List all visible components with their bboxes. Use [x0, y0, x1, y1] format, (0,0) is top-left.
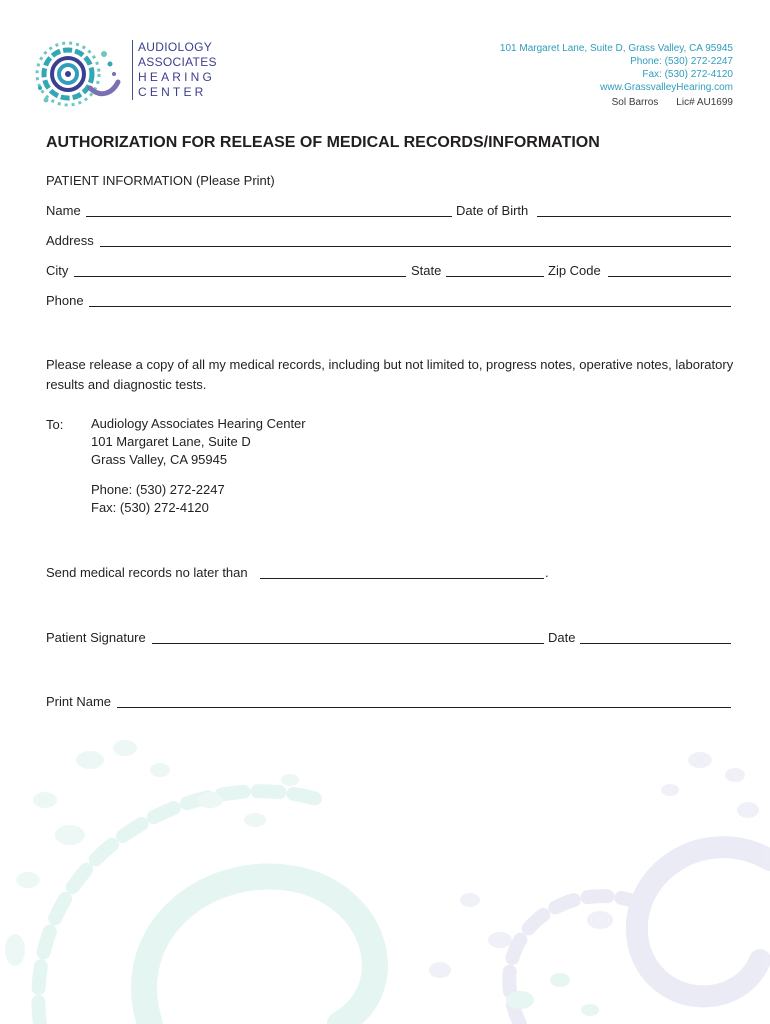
deadline-label: Send medical records no later than — [46, 565, 248, 580]
date-label: Date — [548, 630, 576, 645]
deadline-period: . — [545, 565, 549, 580]
phone-label: Phone — [46, 293, 84, 308]
recipient-phone: Phone: (530) 272-2247 — [91, 482, 225, 497]
signature-field-line[interactable] — [152, 643, 544, 644]
recipient-contact — [91, 481, 225, 517]
phone-field-line[interactable] — [89, 306, 731, 307]
logo-line-1: AUDIOLOGY — [138, 40, 213, 54]
release-statement: Please release a copy of all my medical records, including but not limited to, progress notes, operative notes, laboratory results and diagnostic tests. — [46, 357, 734, 392]
print-name-label: Print Name — [46, 694, 112, 709]
address-label: Address — [46, 233, 94, 248]
signature-label: Patient Signature — [46, 630, 146, 645]
logo-line-2: ASSOCIATES — [138, 55, 217, 69]
recipient-city: Grass Valley, CA 95945 — [91, 452, 228, 467]
contact-fax: Fax: (530) 272-4120 — [642, 69, 733, 80]
contact-meta — [500, 96, 733, 109]
print-name-field-line[interactable] — [117, 707, 731, 708]
recipient-address — [91, 415, 306, 469]
contact-website[interactable]: www.GrassvalleyHearing.com — [600, 82, 733, 93]
form-title: AUTHORIZATION FOR RELEASE OF MEDICAL RECORDS/INFORMATION — [46, 134, 600, 151]
logo-line-3: HEARING — [138, 70, 216, 84]
zip-label: Zip Code — [548, 263, 601, 278]
deadline-field-line[interactable] — [260, 578, 544, 579]
contact-address: 101 Margaret Lane, Suite D, Grass Valley, CA 95945 — [499, 43, 733, 54]
recipient-street: 101 Margaret Lane, Suite D — [91, 434, 251, 449]
dob-field-line[interactable] — [537, 216, 731, 217]
logo-line-4: CENTER — [138, 85, 207, 99]
recipient-fax: Fax: (530) 272-4120 — [91, 500, 209, 515]
dob-label: Date of Birth — [456, 203, 529, 218]
contact-block — [500, 42, 733, 109]
name-label: Name — [46, 203, 81, 218]
date-field-line[interactable] — [580, 643, 731, 644]
zip-field-line[interactable] — [608, 276, 731, 277]
contact-phone: Phone: (530) 272-2247 — [630, 56, 733, 67]
spiral-logo-icon — [34, 36, 124, 114]
to-label: To: — [46, 417, 64, 432]
contact-name: Sol Barros — [611, 97, 659, 108]
section-heading: PATIENT INFORMATION (Please Print) — [46, 173, 275, 188]
city-label: City — [46, 263, 69, 278]
address-field-line[interactable] — [100, 246, 731, 247]
name-field-line[interactable] — [86, 216, 452, 217]
state-label: State — [411, 263, 442, 278]
logo-wordmark — [132, 40, 248, 100]
city-field-line[interactable] — [74, 276, 406, 277]
state-field-line[interactable] — [446, 276, 544, 277]
recipient-name: Audiology Associates Hearing Center — [91, 416, 306, 431]
contact-license: Lic# AU1699 — [676, 97, 733, 108]
